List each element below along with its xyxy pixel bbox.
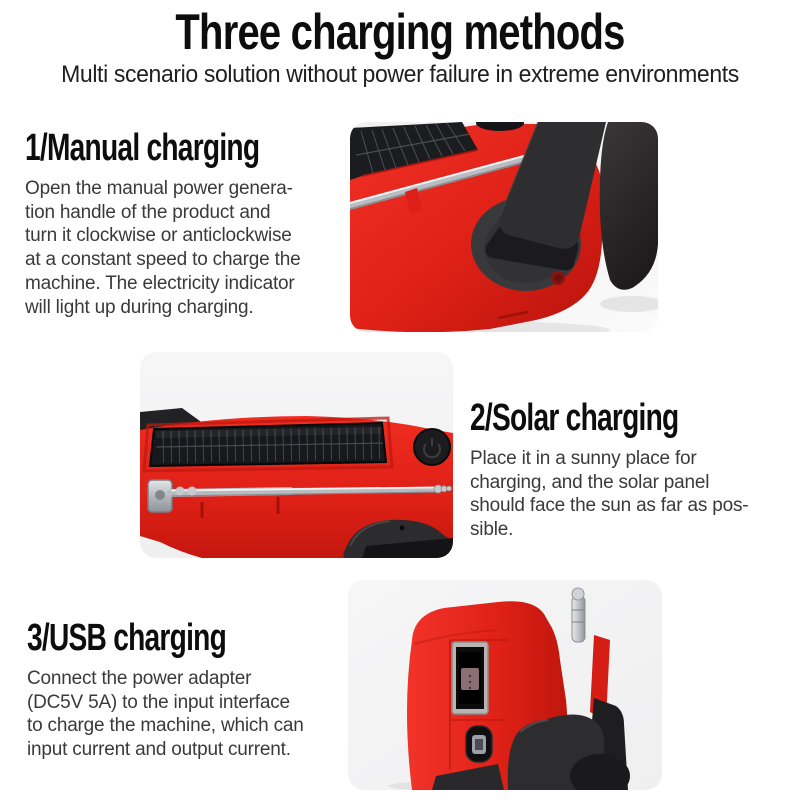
body-line: (DC5V 5A) to the input interface: [27, 691, 290, 713]
body-line: turn it clockwise or anticlockwise: [25, 225, 292, 247]
crank-handle-illustration: [350, 122, 658, 332]
usb-a-port: [452, 642, 488, 714]
body-line: Connect the power adapter: [27, 668, 252, 689]
body-line: tion handle of the product and: [25, 201, 271, 223]
body-line: input current and output current.: [27, 739, 291, 761]
body-line: will light up during charging.: [25, 296, 254, 318]
body-line: at a constant speed to charge the: [25, 249, 301, 271]
antenna-tip: [572, 588, 585, 642]
body-line: machine. The electricity indicator: [25, 272, 295, 294]
body-line: Open the manual power genera-: [25, 178, 293, 199]
section-manual-charging: [25, 128, 345, 319]
section-heading-usb: 3/USB charging: [27, 617, 227, 659]
section-body-solar: [470, 447, 795, 542]
section-body-usb: [27, 667, 347, 762]
body-line: should face the sun as far as pos-: [470, 495, 749, 517]
section-usb-charging: [27, 618, 347, 762]
page-title: Three charging methods: [175, 4, 625, 60]
body-line: Place it in a sunny place for: [470, 448, 697, 469]
body-line: charging, and the solar panel: [470, 471, 710, 493]
body-line: to charge the machine, which can: [27, 715, 304, 737]
device-head-dark: [600, 122, 658, 290]
crank-handle-photo: [350, 122, 658, 332]
power-button: [414, 429, 450, 465]
solar-panel-photo: [140, 352, 453, 558]
usb-ports-illustration: [348, 580, 662, 790]
section-heading-manual: 1/Manual charging: [25, 127, 260, 169]
micro-usb-port: [466, 726, 492, 762]
page-subtitle: Multi scenario solution without power failure in extreme environments: [61, 61, 739, 88]
section-body-manual: [25, 177, 345, 319]
usb-ports-photo: [348, 580, 662, 790]
section-heading-solar: 2/Solar charging: [470, 397, 679, 439]
body-line: sible.: [470, 519, 514, 541]
solar-panel-illustration: [140, 352, 453, 558]
section-solar-charging: [470, 398, 795, 542]
